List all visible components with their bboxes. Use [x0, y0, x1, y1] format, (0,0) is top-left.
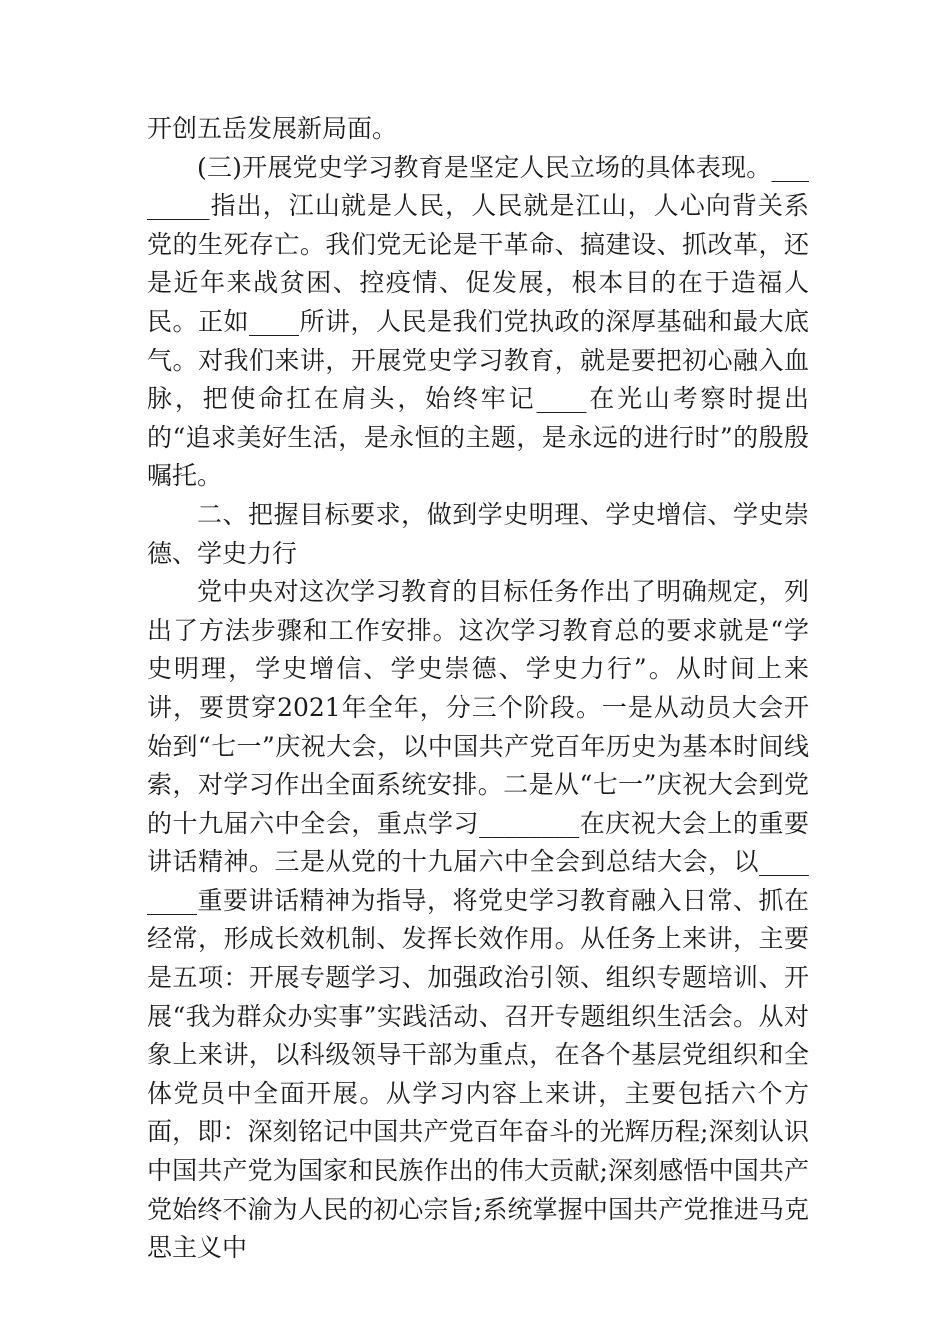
paragraph-section-three: (三)开展党史学习教育是坚定人民立场的具体表现。________指出，江山就是人民，人民就是江山，人心向背关系党的生死存亡。我们党无论是干革命、搞建设、抓改革，还是近年来战贫困、控疫情、促发展，根本目的在于造福人民。正如____所讲，人民是我们党执政的深厚基础和最大底气。对我们来讲，开展党史学习教育，就是要把初心融入血脉，把使命扛在肩头，始终牢记____在光山考察时提出的“追求美好生活，是永恒的主题，是永远的进行时”的殷殷嘱托。	[147, 152, 809, 491]
document-body	[147, 110, 809, 1268]
paragraph-continuation: 开创五岳发展新局面。	[147, 114, 398, 143]
paragraph-goals: 党中央对这次学习教育的目标任务作出了明确规定，列出了方法步骤和工作安排。这次学习教育总的要求就是“学史明理，学史增信、学史崇德、学史力行”。从时间上来讲，要贯穿2021年全年，分三个阶段。一是从动员大会开始到“七一”庆祝大会，以中国共产党百年历史为基本时间线索，对学习作出全面系统安排。二是从“七一”庆祝大会到党的十九届六中全会，重点学习________在庆祝大会上的重要讲话精神。三是从党的十九届六中全会到总结大会，以________重要讲话精神为指导，将党史学习教育融入日常、抓在经常，形成长效机制、发挥长效作用。从任务上来讲，主要是五项：开展专题学习、加强政治引领、组织专题培训、开展“我为群众办实事”实践活动、召开专题组织生活会。从对象上来讲，以科级领导干部为重点，在各个基层党组织和全体党员中全面开展。从学习内容上来讲，主要包括六个方面，即：深刻铭记中国共产党百年奋斗的光辉历程;深刻认识中国共产党为国家和民族作出的伟大贡献;深刻感悟中国共产党始终不渝为人民的初心宗旨;系统掌握中国共产党推进马克思主义中	[147, 577, 809, 1263]
section-heading-two: 二、把握目标要求，做到学史明理、学史增信、学史崇德、学史力行	[147, 499, 809, 568]
